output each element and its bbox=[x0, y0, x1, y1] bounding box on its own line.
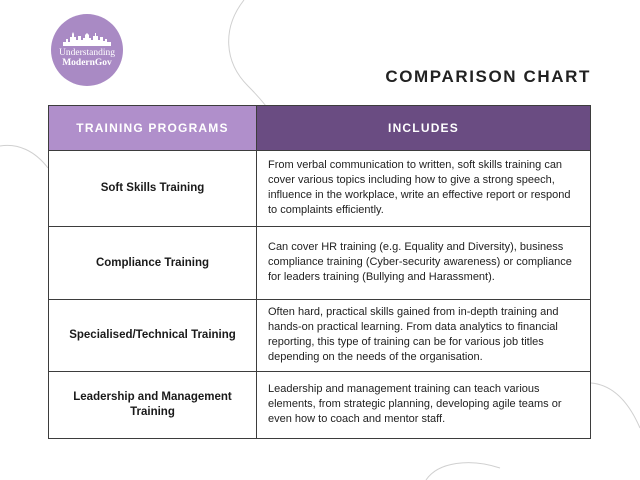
program-description: Leadership and management training can teach various elements, from strategic planning, developing agile teams or even how to coach and mentor staff. bbox=[257, 372, 591, 439]
table-header-row bbox=[49, 106, 591, 151]
program-name: Soft Skills Training bbox=[49, 151, 257, 227]
understanding-moderngov-logo bbox=[51, 14, 123, 86]
logo-line-1: Understanding bbox=[59, 48, 115, 58]
comparison-table bbox=[48, 105, 591, 439]
table-row bbox=[49, 227, 591, 300]
city-skyline-icon bbox=[63, 30, 111, 46]
program-description: Can cover HR training (e.g. Equality and Diversity), business compliance training (Cyber-security awareness) or compliance for leaders training (Bullying and Harassment). bbox=[257, 227, 591, 300]
table-row bbox=[49, 372, 591, 439]
table-row bbox=[49, 151, 591, 227]
header-training-programs: TRAINING PROGRAMS bbox=[49, 106, 257, 151]
header-includes: INCLUDES bbox=[257, 106, 591, 151]
page-title: COMPARISON CHART bbox=[385, 67, 591, 86]
table-row bbox=[49, 300, 591, 372]
program-name: Leadership and Management Training bbox=[49, 372, 257, 439]
program-description: Often hard, practical skills gained from in-depth training and hands-on practical learning. From data analytics to financial reporting, this type of training can be for various job titles depending on the needs of the organisation. bbox=[257, 300, 591, 372]
program-name: Compliance Training bbox=[49, 227, 257, 300]
program-description: From verbal communication to written, soft skills training can cover various topics including how to give a strong speech, influence in the workplace, write an effective report or respond to complaints efficiently. bbox=[257, 151, 591, 227]
logo-line-2: ModernGov bbox=[62, 58, 112, 68]
program-name: Specialised/Technical Training bbox=[49, 300, 257, 372]
